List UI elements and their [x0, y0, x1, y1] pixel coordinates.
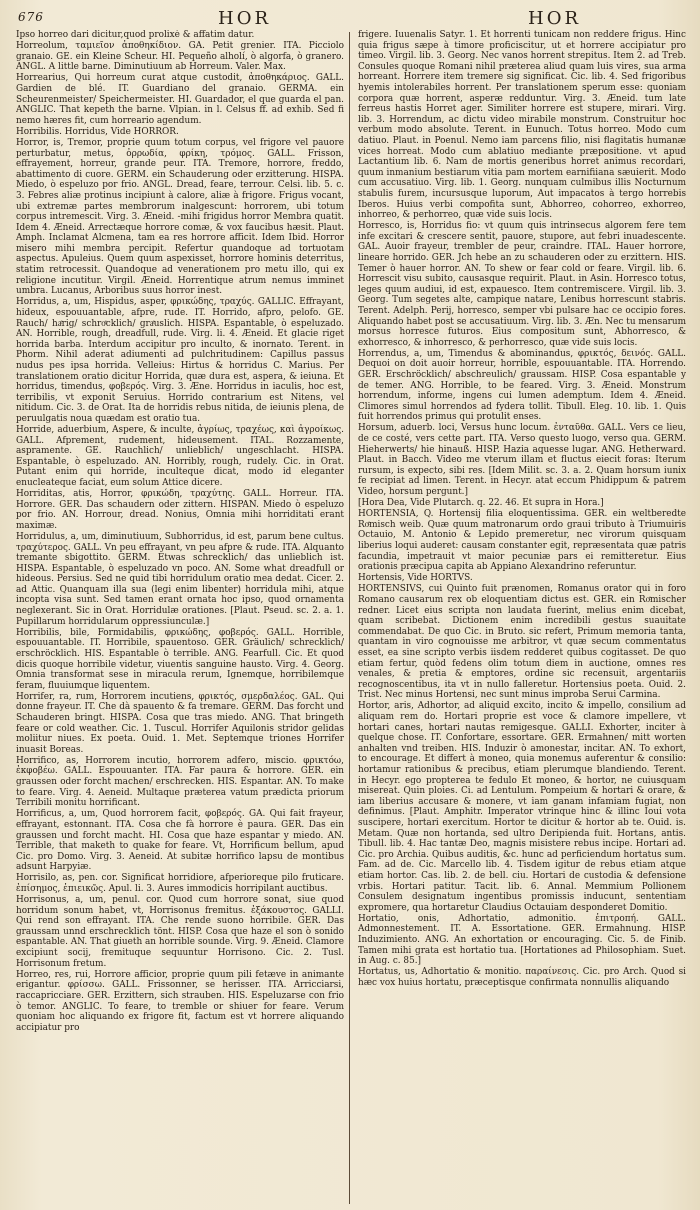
- dictionary-entry: Horriditas, atis, Horror, φρικώδη, τραχύτης. GALL. Horreur. ITA. Horrore. GER. Das schaudern oder zittern. HISPAN. Miedo ò espeluzo por frio. AN. Horrour, dread. Nonius, Omnia mihi horriditati erant maximæ.: [16, 489, 344, 531]
- dictionary-entry: Horrisonus, a, um, penul. cor. Quod cum horrore sonat, siue quod horridum sonum habet, vt, Horrisonus fremitus. ἐξάκουστος. GALLI. Qui rend son effrayant. ITA. Che rende suono horribile. GER. Das graussam unnd erschrecklich tönt. HISP. Cosa que haze el son ò sonido espantable. AN. That giueth an horrible sounde. Virg. 9. Æneid. Clamore excipiunt socij, fremituque sequuntur Horrisono. Cic. 2. Tusl. Horrisonum fretum.: [16, 895, 344, 969]
- right-column: [358, 30, 686, 1202]
- dictionary-entry: Hortor, aris, Adhortor, ad aliquid excito, incito & impello, consilium ad aliquam rem do. Hortari proprie est voce & clamore impellere, vt hortari canes, hortari nautas remigesque. GALLI. Exhorter, inciter à quelque chose. IT. Confortare, essortare. GER. Ermahnen/ mitt worten anhalten vnd treiben. HIS. Induzir ò amonestar, incitar. AN. To exhort, to encourage. Et differt à moneo, quia monemus auferentur & consilio: hortamur rationibus & precibus, etiam plerumque blandiendo. Terent. in Hecyr. ego propterea te fedulo Et moneo, & hortor, ne cuiusquam misereat. Quin ploies. Ci. ad Lentulum. Pompeium & hortari & orare, & iam liberius accusare & monere, vt iam ganam infamiam fugiat, non definimus. [Plaut. Amphitr. Imperator vtrinque hinc & illinc Ioui vota suscipere, hortari exercitum. Hortor te dicitur & hortor ab te. Ouid. is. Metam. Quæ non hortanda, sed ultro Deripienda fuit. Hortans, antis. Tibull. lib. 4. Hac tantæ Deo, magnis misistere rebus incipe. Hortari ad. Cic. pro Archia. Quibus auditis, &c. hunc ad perficiendum hortatus sum. Fam. ad de. Cic. Marcello lib. 4. Tisdem igitur de rebus etiam atque etiam hortor. Cas. lib. 2. de bell. ciu. Hortari de custodia & defensione vrbis. Hortari patitur. Tacit. lib. 6. Annal. Memmium Pollionem Consulem designatum ingentibus promissis inducunt, sententiam expromere, qua hortaretur Claudius Octauiam desponderet Domitio.: [358, 701, 686, 913]
- dictionary-entry: Horride, aduerbium, Aspere, & inculte, ἀγρίως, τραχέως, καὶ ἀγροίκως. GALL. Afprement, rudement, hideusement. ITAL. Rozzamente, aspramente. GE. Rauchlich/ unlieblich/ ungeschlacht. HISPA. Espantable, ò espeluzado. AN. Horribly, rough, rudely. Cic. in Orat. Putant enim qui horride, inculteque dicat, modo id eleganter enucleateque faciat, eum solum Attice dicere.: [16, 424, 344, 488]
- dictionary-entry: Horridulus, a, um, diminutiuum, Subhorridus, id est, parum bene cultus. τραχύτερος. GALL. Vn peu effrayant, vn peu afpre & rude. ITA. Alquanto tremante sbigottito. GERM. Etwas schrecklich/ das unlieblich ist. HISPA. Espantable, ò espeluzado vn poco. AN. Some what dreadfull or hideous. Persius. Sed ne quid tibi horridulum oratio mea dedat. Cicer. 2. ad Attic. Quanquam illa sua (legi enim libenter) horridula mihi, atque incopta visa sunt. Sed tamen erant ornata hoc ipso, quod ornamenta neglexerant. Sic in Orat. Horridulæ orationes. [Plaut. Pseud. sc. 2. a. 1. Pupillarum horridularum oppressiunculæ.]: [16, 531, 344, 627]
- dictionary-entry: Hortensis, Vide HORTVS.: [358, 573, 473, 584]
- dictionary-entry: Horrendus, a, um, Timendus & abominandus, φρικτός, δεινός. GALL. Dequoi on doit auoir horreur, horrible, espouuantable. ITA. Horrendo. GER. Erschröcklich/ abschreulich/ graussam. HISP. Cosa espantable y de temer. ANG. Horrible, to be feared. Virg. 3. Æneid. Monstrum horrendum, informe, ingens cui lumen ademptum. Idem 4. Æneid. Climores simul horrendos ad fydera tollit. Tibull. Eleg. 10. lib. 1. Quis fuit horrendos primus qui protulit enses.: [358, 348, 686, 423]
- page-number: 676: [18, 10, 44, 24]
- dictionary-entry: Horror, is, Tremor, proprie quum totum corpus, vel frigore vel pauore perturbatur, metus, ὀρρωδία, φρίκη, τρόμος. GALL. Frisson, effrayement, horreur, grande peur. ITA. Tremore, horrore, freddo, abattimento di cuore. GERM. ein Schauderung oder erzitterung. HISPA. Miedo, ò espeluzo por frio. ANGL. Dread, feare, terrour. Celsi. lib. 5. c. 3. Febres aliæ protinus incipiunt à calore, aliæ à frigore. Frigus vocant, ubi extremæ partes membrorum inalgescunt: horrorem, ubi totum corpus intremescit. Virg. 3. Æneid. -mihi frigidus horror Membra quatit. Idem 4. Æneid. Arrectæque horrore comæ, & vox faucibus hæsit. Plaut. Amph. Inclamat Alcmena, tam ea res horrore afficit. Idem Ibid. Horror misero mihi membra percipit. Refertur quandoque ad tortuotam aspectus. Apuleius. Quem quum aspexisset, horrore hominis deterritus, statim retrocessit. Quandoque ad venerationem pro metu illo, qui ex religione incutitur. Virgil. Æneid. Horrentique atrum nemus imminet umbra. Lucanus, Arboribus suus horror inest.: [16, 137, 344, 297]
- dictionary-entry: HORTENSIA, Q. Hortensij filia eloquentissima. GER. ein weltberedte Roͤmisch weib. Quæ quum matronarum ordo graui tributo à Triumuiris Octauio, M. Antonio & Lepido premeretur, nec virorum quisquam liberius loqui auderet: causam constanter egit, repræsentata quæ patris facundia, impetrauit vt maior pecuniæ pars ei remitteretur. Eius orationis præcipua capita ab Appiano Alexandrino referuntur.: [358, 509, 686, 573]
- dictionary-entry: Horsum, aduerb. loci, Versus hunc locum. ἐνταῦθα. GALL. Vers ce lieu, de ce costé, vers cette part. ITA. Verso questo luogo, verso qua. GERM. Hieherwerts/ hie hinauß. HISP. Hazia aquesse lugar. ANG. Hetherward. Plaut. in Bacch. Video me vterum illam et fluctus eiecit foras: Iterum rursum, is expecto, sibi res. [Idem Milit. sc. 3. a. 2. Quam horsum iunix fe recipiat ad limen. Terent. in Hecyr. atat eccum Phidippum & patrem Video, horsum pergunt.]: [358, 423, 686, 498]
- dictionary-entry: Horreolum, ταμιεῖον ἀποθηκίδιον. GA. Petit grenier. ITA. Picciolo granaio. GE. ein Kleine Scheur. HI. Pequeño alholí, ò algorfa, ò granero. ANGL. A little barne. Diminutiuum ab Horreum. Valer. Max.: [16, 41, 344, 73]
- dictionary-entry: Horrearius, Qui horreum curat atque custodit, ἀποθηκάριος. GALL. Gardien de blé. IT. Guardiano del granaio. GERMA. ein Scheurenmeister/ Speichermeister. HI. Guardador, el que guarda el pan. ANGLIC. That kepeth the barne. Vlpian. in l. Celsus ff. ad exhib. Sed fi nemo hæres fit, cum horreario agendum.: [16, 73, 344, 126]
- dictionary-entry: Horrisilo, as, pen. cor. Significat horridiore, afperioreque pilo fruticare. ἐπίσημος, ἐπιεικῶς. Apul. li. 3. Aures immodicis horripilant auctibus.: [16, 873, 344, 894]
- running-header: [18, 8, 686, 32]
- dictionary-entry: Horridus, a, um, Hispidus, asper, φρικώδης, τραχύς. GALLIC. Effrayant, hideux, espouuantable, afpre, rude. IT. Horrido, afpro, pelofo. GE. Rauch/ haͤrig/ schroͤcklich/ graͤuslich. HISPA. Espantable, ò espeluzado. AN. Horrible, rough, dreadfull, rude. Virg. li. 4. Æneid. Et glacie riget horrida barba. Interdum accipitur pro inculto, & inornato. Terent. in Phorm. Nihil aderat adiumenti ad pulchritudinem: Capillus passus nudus pes ipsa horrida. Velleius: Hirtus & horridus C. Marius. Per translationem oratio dicitur Horrida, quæ dura est, aspera, & ieiuna. Et horridus, timendus, φοβερός. Virg. 3. Æne. Horridus in iaculis, hoc est, terribilis, vt exponit Seruius. Horrido contrarium est Nitens, vel nitidum. Cic. 3. de Orat. Ita de horridis rebus nitida, de ieiunis plena, de peruulgatis noua quædam est oratio tua.: [16, 297, 344, 424]
- dictionary-entry: frigere. Iuuenalis Satyr. 1. Et horrenti tunicam non reddere frigus. Hinc quia frigus sæpe à timore proficiscitur, ut et horrere accipiatur pro timeo. Virgil. lib. 3. Georg. Nec vanos horrent strepitus. Item 2. ad Treb. Consules quoque Romani nihil præterea aliud quam luis vires, sua arma horreant. Horrere item tremere sig significat. Cic. lib. 4. Sed frigoribus hyemis intolerabiles horrent. Per translationem sperum esse: quoniam corpora quæ horrent, asperæ redduntur. Virg. 3. Æneid. tum late ferreus hastis Horret ager. Similiter horrere est stupere, mirari. Virg. lib. 3. Horrendum, ac dictu video mirabile monstrum. Construitur hoc verbum modo absolute. Terent. in Eunuch. Totus horreo. Modo cum datiuo. Plaut. in Poenul. Nemo iam parcens filio, nisi flagitatis humanæ vices horreat. Modo cum ablatiuo mediante præpositione. vt apud Lactantium lib. 6. Nam de mortis generibus horret animus recordari, quum inmanium bestiarum vitia pam mortem earnifiiana sæuierit. Modo cum accusatiuo. Virg. lib. 1. Georg. nunquam culmibus illis Nocturnum stabulis furem, incursusque luporum, Aut impacatos à tergo horrebis Iberos. Huius verbi compofita sunt, Abhorreo, cohorreo, exhorreo, inhorreo, & perhorreo, quæ vide suis locis.: [358, 30, 686, 221]
- left-running-head: HOR: [218, 8, 272, 29]
- dictionary-entry: Horrifico, as, Horrorem incutio, horrorem adfero, miscio. φρικτόω, ἐκφοβέω. GALL. Espouuanter. ITA. Far paura & horrore. GER. ein graussen oder forcht machen/ erschrecken. HIS. Espantar. AN. To make to feare. Virg. 4. Aeneid. Multaque præterea vatum prædicta priorum Terribili monitu horrificant.: [16, 755, 344, 809]
- dictionary-entry: Ipso horreo dari dicitur,quod prolixè & affatim datur.: [16, 30, 255, 40]
- dictionary-entry: Hortatio, onis, Adhortatio, admonitio. ἐπιτροπή. GALL. Admonnestement. IT. A. Essortatione. GER. Ermahnung. HISP. Induzimiento. ANG. An exhortation or encouraging. Cic. 5. de Finib. Tamen mihi grata est hortatio tua. [Hortationes ad Philosophiam. Suet. in Aug. c. 85.]: [358, 913, 686, 967]
- dictionary-entry: Horresco, is, Horridus fio: vt quum quis intrinsecus algorem fere tem infe excitari & crescere sentit, pauore, stupore, aut febri inuadescente. GAL. Auoir frayeur, trembler de peur, craindre. ITAL. Hauer horrore, lineare horrido. GER. Jch hebe an zu schauderen oder zu erzittern. HIS. Temer ò hauer horror. AN. To shew or fear cold or feare. Virgil. lib. 6. Horrescit visu subito, causasque requirit. Plaut. in Asin. Horresco totus, leges quum audiui, id est, expauesco. Item contremiscere. Virgil. lib. 3. Georg. Tum segetes alte, campique natare, Lenibus horrescunt stabris. Terent. Adelph. Perij, horresco, semper vbi pulsare hac ce occipio fores. Aliquando habet post se accusatiuum. Virg. lib. 3. Æn. Nec tu mensarum morsus horresce futuros. Eius compositum sunt, Abhorresco, & exhorresco, & inhorresco, & perhorresco, quæ vide suis locis.: [358, 221, 686, 348]
- column-divider: [349, 32, 350, 1204]
- dictionary-entry: Horrificus, a, um, Quod horrorem facit, φοβερός. GA. Qui fait frayeur, effrayant, estonnant. ITA. Cosa che fà horrore è paura. GER. Das ein graussen und forcht macht. HI. Cosa que haze espantar y miedo. AN. Terrible, that maketh to quake for feare. Vt, Horrificum bellum, apud Cic. pro Domo. Virg. 3. Aeneid. At subitæ horrifico lapsu de montibus adsunt Harpyiæ.: [16, 809, 344, 873]
- dictionary-entry: Horreo, res, rui, Horrore afficior, proprie quum pili fetæve in animante erigantur. φρίσσω. GALL. Frissonner, se herisser. ITA. Arricciarsi, raccapricciare. GER. Erzittern, sich strauben. HIS. Espeluzarse con frio ò temor. ANGLIC. To feare, to tremble or shiuer for feare. Verum quoniam hoc aliquando ex frigore fit, factum est vt horrere aliquando accipiatur pro: [16, 969, 344, 1033]
- dictionary-entry: [Hora Dea, Vide Plutarch. q. 22. 46. Et supra in Hora.]: [358, 498, 604, 509]
- right-running-head: HOR: [528, 8, 582, 29]
- dictionary-entry: HORTENSIVS, cui Quinto fuit prænomen, Romanus orator qui in foro Romano causarum rex ob eloquentiam dictus est. GER. ein Roͤmischer redner. Licet eius scripta non laudata fuerint, melius enim dicebat, quam scribebat. Dictionem enim incredibili gestus suauitate commendabat. De quo Cic. in Bruto. sic refert, Primum memoria tanta, quantam in viro cognouisse me arbitror, vt quæ secum commentatus esset, ea sine scripto verbis iisdem redderet quibus cogitasset. De quo etiam fertur, quòd fedens olim totum diem in auctione, omnes res venales, & pretia & emptores, ordine sic recensuit, argentariis recognoscentibus, ita vt in nullo falleretur. Hortensius poeta. Ouid. 2. Trist. Nec minus Hortensi, nec sunt minus improba Serui Carmina.: [358, 584, 686, 701]
- dictionary-entry: Hortatus, us, Adhortatio & monitio. παραίνεσις. Cic. pro Arch. Quod si hæc vox huius hortatu, præceptisque confirmata nonnullis aliquando: [358, 967, 686, 988]
- dictionary-entry: Horribilis, bile, Formidabilis, φρικώδης, φοβερός. GALL. Horrible, espouuantable. IT. Horribile, spauentoso. GER. Gräulich/ schrecklich/ erschröcklich. HIS. Espantable ò terrible. ANG. Fearfull. Cic. Et quod dicis quoque horribile videtur, viuentis sanguine hausto. Virg. 4. Georg. Omnia transformat sese in miracula rerum, Ignemque, horribilemque feram, fluuiumque liquentem.: [16, 627, 344, 691]
- dictionary-entry: Horrifer, ra, rum, Horrorem incutiens, φρικτός, σμερδαλέος. GAL. Qui donne frayeur. IT. Che dà spauento & fa tremare. GERM. Das forcht und Schauderen bringt. HISPA. Cosa que tras miedo. ANG. That bringeth feare or cold weather. Cic. 1. Tuscul. Horrifer Aquilonis stridor gelidas moliitur niues. Ex poeta. Ouid. 1. Met. Septemque triones Horrifer inuasit Boreas.: [16, 691, 344, 755]
- left-column: [16, 30, 344, 1202]
- dictionary-entry: Horribilis. Horridus, Vide HORROR.: [16, 126, 179, 137]
